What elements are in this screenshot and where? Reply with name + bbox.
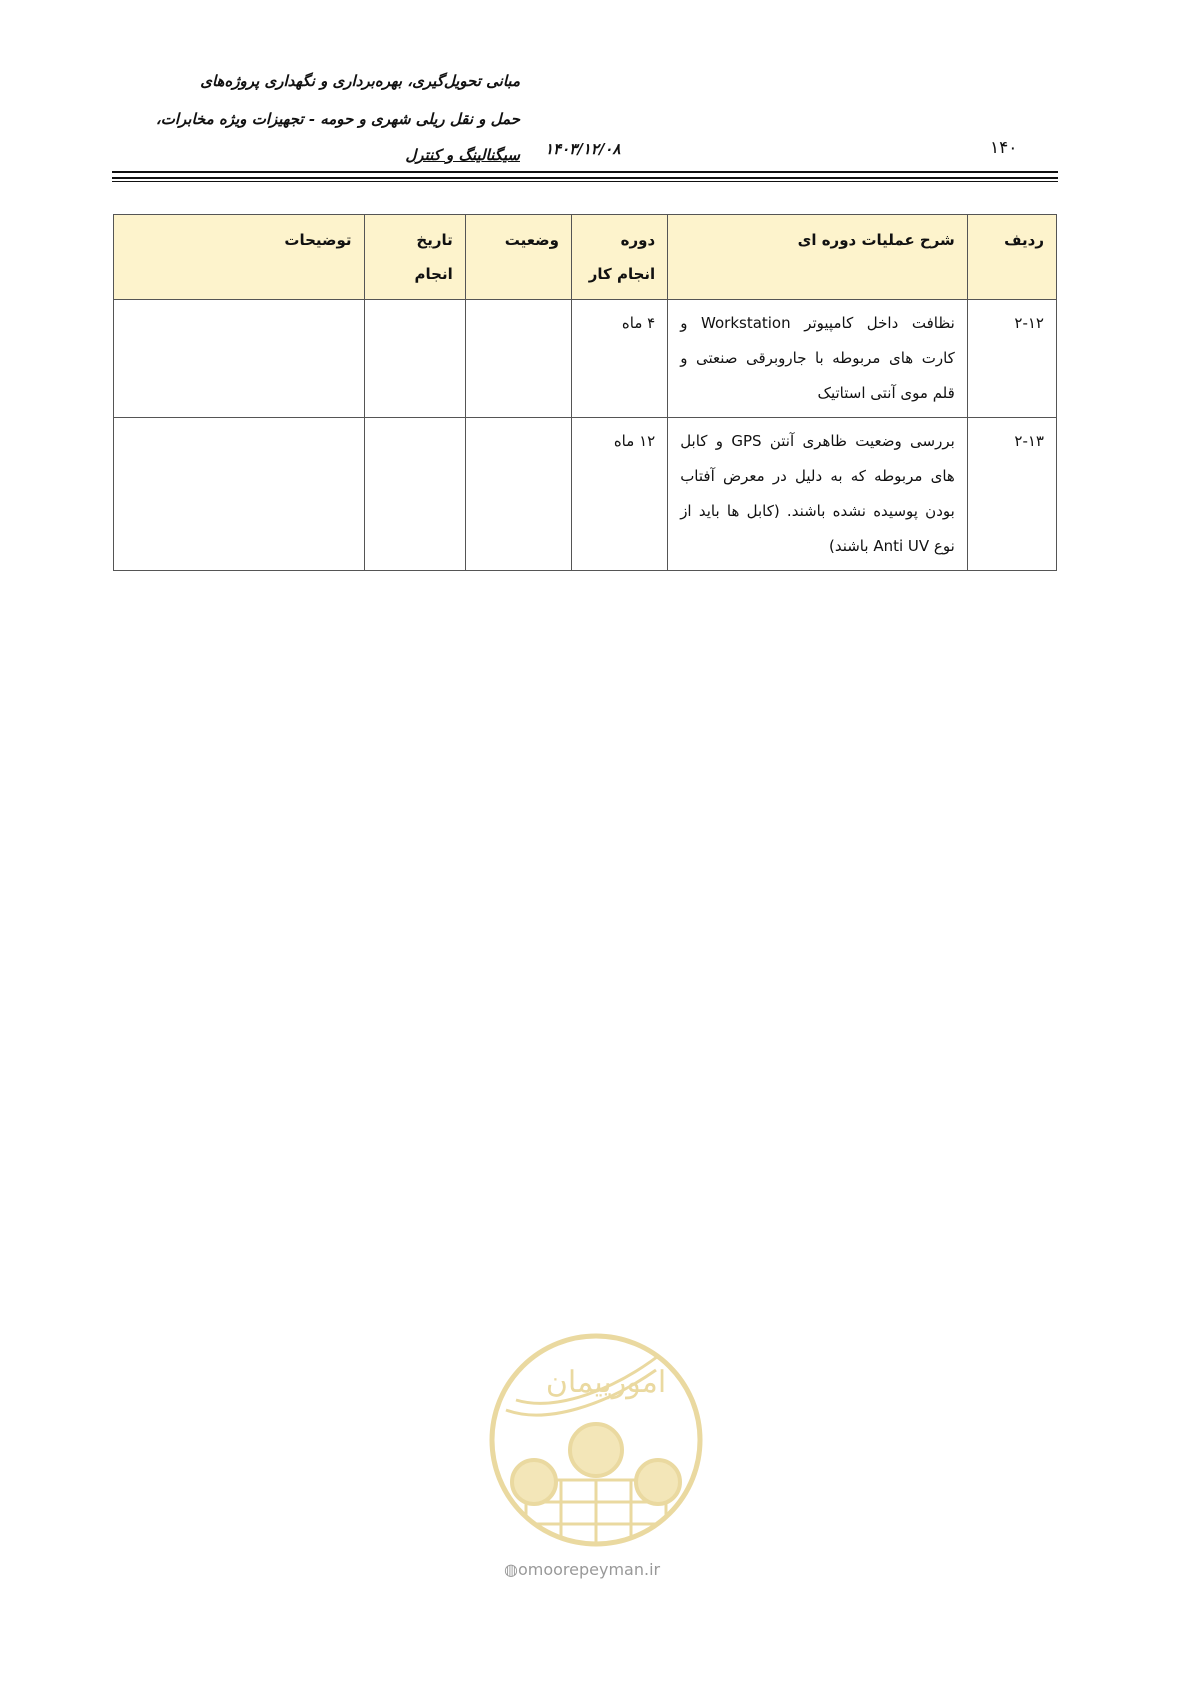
header-radif: ردیف (967, 215, 1056, 300)
website-url[interactable] (504, 1560, 660, 1579)
operations-table (113, 214, 1057, 571)
scale-icon (512, 1460, 556, 1504)
header-date-done: تاریخ انجام (364, 215, 465, 300)
excavator-icon (636, 1460, 680, 1504)
cell-radif: ۲-۱۲ (967, 300, 1056, 418)
header-title-line-1: مبانی تحویل‌گیری، بهره‌برداری و نگهداری پروژه‌های (200, 72, 520, 90)
header-title-line-2: حمل و نقل ریلی شهری و حومه - تجهیزات ویژه مخابرات، (155, 110, 520, 128)
header-rule-middle (112, 177, 1058, 179)
header-period: دوره انجام کار (571, 215, 667, 300)
header-date: ۱۴۰۳/۱۲/۰۸ (545, 140, 621, 158)
cell-notes (114, 418, 365, 571)
cell-radif: ۲-۱۳ (967, 418, 1056, 571)
gear-icon (570, 1424, 622, 1476)
cell-notes (114, 300, 365, 418)
table-row (114, 300, 1057, 418)
header-title-line-3: سیگنالینگ و کنترل (405, 146, 520, 164)
table-row (114, 418, 1057, 571)
globe-icon: ◍ (504, 1560, 518, 1579)
cell-period: ۴ ماه (571, 300, 667, 418)
cell-description: بررسی وضعیت ظاهری آنتن GPS و کابل های مربوطه که به دلیل در معرض آفتاب بودن پوسیده نشده باشند. (کابل ها باید از نوع Anti UV باشند) (668, 418, 968, 571)
cell-period: ۱۲ ماه (571, 418, 667, 571)
cell-date-done (364, 418, 465, 571)
omoorepeyman-seal-logo (486, 1330, 706, 1550)
page-number: ۱۴۰ (990, 138, 1018, 158)
header-description: شرح عملیات دوره ای (668, 215, 968, 300)
table-header-row (114, 215, 1057, 300)
cell-date-done (364, 300, 465, 418)
cell-description: نظافت داخل کامپیوتر Workstation و کارت های مربوطه با جاروبرقی صنعتی و قلم موی آنتی استاتیک (668, 300, 968, 418)
header-rule-top (112, 171, 1058, 173)
header-status: وضعیت (465, 215, 571, 300)
cell-status (465, 300, 571, 418)
seal-logo-text: امورپیمان (545, 1365, 667, 1400)
header-notes: توضیحات (114, 215, 365, 300)
header-rule-bottom (112, 181, 1058, 182)
website-text: omoorepeyman.ir (517, 1560, 661, 1579)
cell-status (465, 418, 571, 571)
